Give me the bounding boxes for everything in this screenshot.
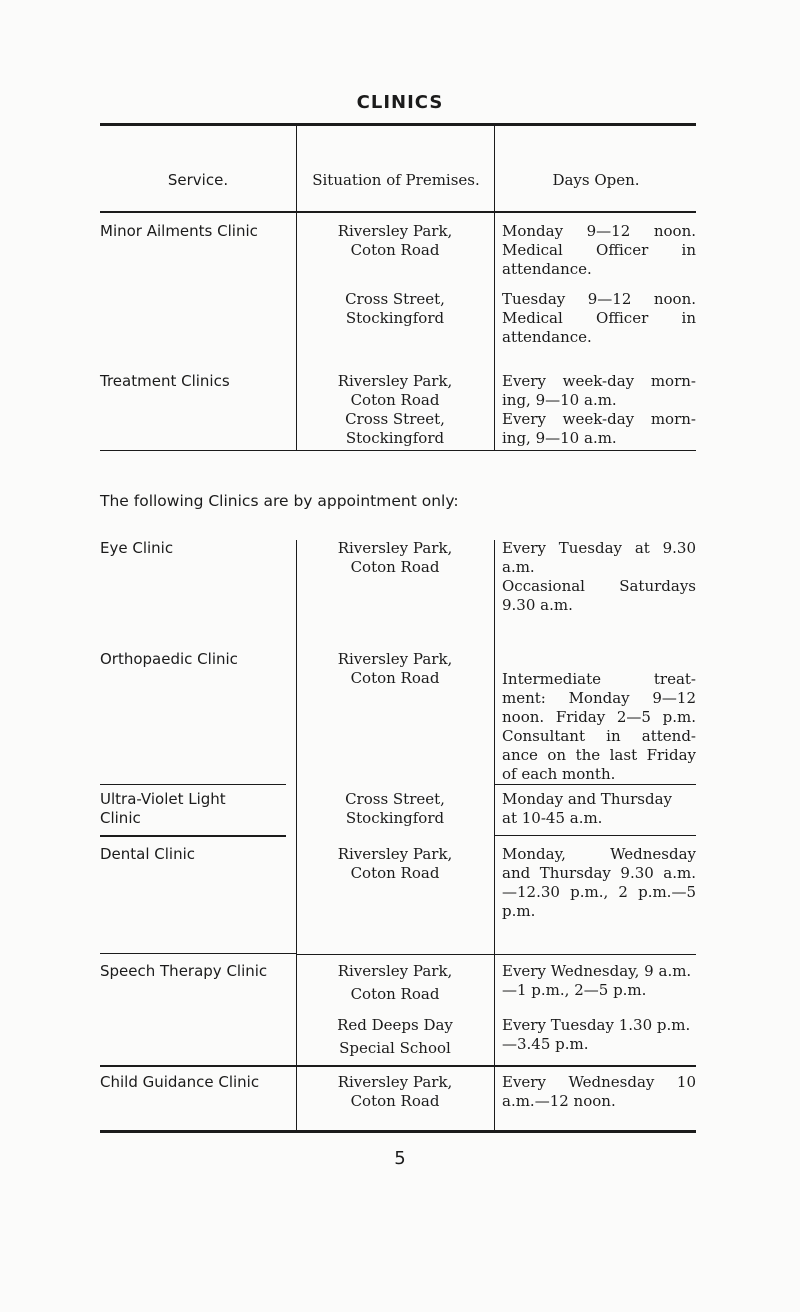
service-orthopaedic-clinic: Orthopaedic Clinic <box>100 650 238 668</box>
column-header-situation: Situation of Premises. <box>312 171 480 189</box>
column-header-days: Days Open. <box>552 171 640 189</box>
appointment-heading: The following Clinics are by appointment only: <box>100 492 459 510</box>
location-line: Riversley Park, <box>337 372 453 390</box>
row-divider <box>494 784 696 785</box>
column-divider <box>296 374 297 450</box>
location-line: Stockingford <box>345 429 445 447</box>
days-line: a.m.—12 noon. <box>502 1092 616 1110</box>
location-line: Stockingford <box>345 809 445 827</box>
column-divider <box>494 540 495 1132</box>
location-line: Coton Road <box>350 241 440 259</box>
days-line: —3.45 p.m. <box>502 1035 589 1053</box>
service-speech-therapy-clinic: Speech Therapy Clinic <box>100 962 268 980</box>
location-line: Coton Road <box>350 1092 440 1110</box>
location-line: Special School <box>339 1039 451 1057</box>
page-number: 5 <box>394 1148 406 1169</box>
table-bottom-rule <box>100 1130 696 1133</box>
days-line: ing, 9—10 a.m. <box>502 429 617 447</box>
location-line: Riversley Park, <box>337 1073 453 1091</box>
days-line: a.m. <box>502 558 535 576</box>
days-line: Every Wednesday 10 <box>502 1073 696 1091</box>
location-line: Coton Road <box>350 391 440 409</box>
days-line: Every week-day morn- <box>502 372 696 390</box>
days-line: ing, 9—10 a.m. <box>502 391 617 409</box>
column-divider <box>494 374 495 450</box>
service-treatment-clinics: Treatment Clinics <box>100 372 230 390</box>
location-line: Red Deeps Day <box>337 1016 453 1034</box>
days-line: Medical Officer in <box>502 309 696 327</box>
table-top-rule <box>100 123 696 126</box>
page-title: CLINICS <box>356 92 444 113</box>
days-line: —1 p.m., 2—5 p.m. <box>502 981 647 999</box>
days-line: Every Tuesday at 9.30 <box>502 539 696 557</box>
days-line: noon. Friday 2—5 p.m. <box>502 708 696 726</box>
column-divider <box>494 126 495 374</box>
days-line: Every week-day morn- <box>502 410 696 428</box>
row-divider <box>100 1065 696 1067</box>
location-line: Riversley Park, <box>337 650 453 668</box>
days-line: ment: Monday 9—12 <box>502 689 696 707</box>
row-divider <box>100 835 286 837</box>
days-line: Consultant in attend- <box>502 727 696 745</box>
days-line: Monday and Thursday <box>502 790 673 808</box>
row-divider <box>100 953 296 954</box>
days-line: attendance. <box>502 260 592 278</box>
service-ultra-violet-clinic: Ultra-Violet Light <box>100 790 226 808</box>
days-line: of each month. <box>502 765 616 783</box>
service-eye-clinic: Eye Clinic <box>100 539 174 557</box>
days-line: Every Tuesday 1.30 p.m. <box>502 1016 691 1034</box>
column-header-service: Service. <box>167 171 229 189</box>
location-line: Stockingford <box>345 309 445 327</box>
service-ultra-violet-clinic: Clinic <box>100 809 141 827</box>
days-line: Every Wednesday, 9 a.m. <box>502 962 692 980</box>
days-line: 9.30 a.m. <box>502 596 573 614</box>
location-line: Coton Road <box>350 864 440 882</box>
days-line: Occasional Saturdays <box>502 577 696 595</box>
days-line: Intermediate treat- <box>502 670 696 688</box>
row-divider <box>100 784 286 785</box>
location-line: Cross Street, <box>345 790 445 808</box>
location-line: Riversley Park, <box>337 845 453 863</box>
table-bottom-rule <box>100 450 696 451</box>
days-line: Tuesday 9—12 noon. <box>502 290 696 308</box>
days-line: Monday 9—12 noon. <box>502 222 696 240</box>
location-line: Riversley Park, <box>337 962 453 980</box>
service-dental-clinic: Dental Clinic <box>100 845 196 863</box>
location-line: Coton Road <box>350 985 440 1003</box>
location-line: Coton Road <box>350 669 440 687</box>
days-line: ance on the last Friday <box>502 746 696 764</box>
location-line: Coton Road <box>350 558 440 576</box>
days-line: and Thursday 9.30 a.m. <box>502 864 696 882</box>
days-line: p.m. <box>502 902 536 920</box>
location-line: Cross Street, <box>345 290 445 308</box>
location-line: Cross Street, <box>345 410 445 428</box>
header-bottom-rule <box>100 211 696 213</box>
location-line: Riversley Park, <box>337 539 453 557</box>
days-line: Monday, Wednesday <box>502 845 696 863</box>
service-minor-ailments: Minor Ailments Clinic <box>100 222 258 240</box>
days-line: attendance. <box>502 328 592 346</box>
days-line: —12.30 p.m., 2 p.m.—5 <box>502 883 696 901</box>
location-line: Riversley Park, <box>337 222 453 240</box>
days-line: Medical Officer in <box>502 241 696 259</box>
row-divider <box>494 835 696 836</box>
days-line: at 10-45 a.m. <box>502 809 603 827</box>
row-divider <box>296 954 696 955</box>
service-child-guidance-clinic: Child Guidance Clinic <box>100 1073 260 1091</box>
